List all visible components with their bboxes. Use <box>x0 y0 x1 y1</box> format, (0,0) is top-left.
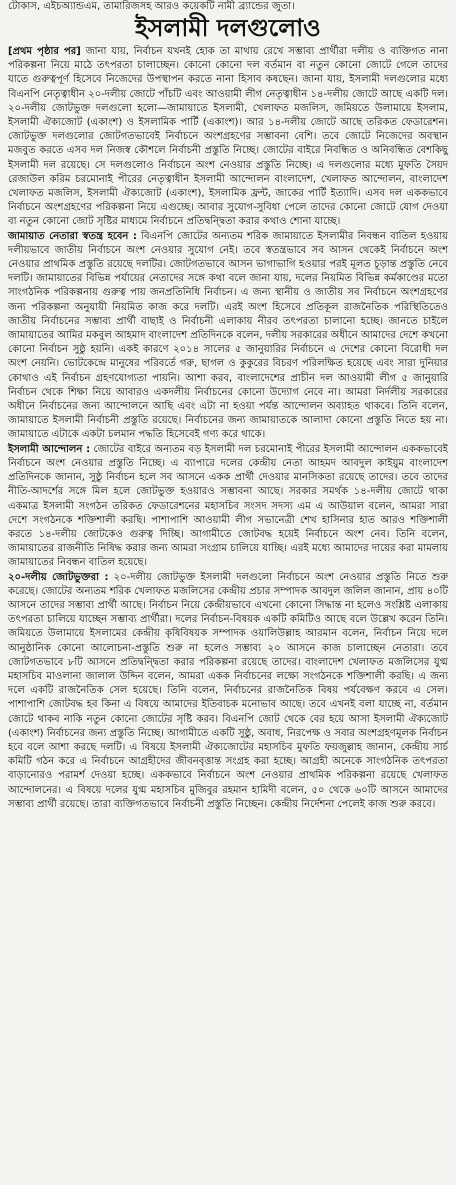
article-body <box>8 45 448 812</box>
article-headline: ইসলামী দলগুলোও <box>135 14 321 42</box>
previous-article-tail: টোকাস, এইচঅ্যান্ডএম, তামারিজসহ আরও কয়েকটি নামী ব্র্যান্ডের জুতা। <box>8 1 295 12</box>
article-paragraph <box>8 571 448 812</box>
article-paragraph <box>8 45 448 230</box>
paragraph-text: ২০-দলীয় জোটভুক্ত ইসলামী দলগুলো নির্বাচনে অংশ নেওয়ার প্রস্তুতি নিতে শুরু করেছে। জোটের অন্যতম শরিক খেলাফত মজলিসের কেন্দ্রীয় প্রচার সম্পাদক আবদুল জলিল জানান, প্রায় ৪০টি আসনে তাদের সম্ভাব্য প্রার্থী আছে। নির্বাচন নিয়ে কেন্দ্রীয়ভাবে এখনো কোনো সিদ্ধান্ত না হলেও সংশ্লিষ্ট এলাকায় তৎপরতা চালিয়ে যাচ্ছেন সম্ভাব্য প্রার্থীরা। দলের নির্বাচন-বিষয়ক একটি কমিটিও আছে বলে উল্লেখ করেন তিনি। জমিয়তে উলামায়ে ইসলামের কেন্দ্রীয় কৃষিবিষয়ক সম্পাদক ওয়ালিউল্লাহ আরমান বলেন, নির্বাচন নিয়ে দলে আনুষ্ঠানিক কোনো আলোচনা-প্রস্তুতি শুরু না হলেও সম্ভাব্য ২০ আসনে কাজ চালাচ্ছেন নেতারা। তবে জোটগতভাবে ৮টি আসনে প্রতিদ্বন্দ্বিতা করার পরিকল্পনা রয়েছে তাদের। বাংলাদেশ খেলাফত মজলিসের যুগ্ম মহাসচিব মাওলানা জালাল উদ্দিন বলেন, আমরা একক নির্বাচনের লক্ষ্যে সংগঠনকে শক্তিশালী করছি। এ জন্য দলে একটি রাজনৈতিক সেল হয়েছে। তিনি বলেন, নির্বাচনের রাজনৈতিক বিষয় পর্যবেক্ষণ করবে এ সেল। পাশাপাশি জোটবদ্ধ হব কিনা এ বিষয়ে আমাদের ইতিবাচক মনোভাব আছে। তবে এখনই বলা যাচ্ছে না, বর্তমান জোটে থাকব নাকি নতুন কোনো জোটের সৃষ্টি করব। বিএনপি জোট থেকে বের হয়ে আসা ইসলামী ঐক্যজোট (একাংশ) নির্বাচনের জন্য প্রস্তুতি নিচ্ছে। আগামীতে একটি সুষ্ঠু, অবাধ, নিরপেক্ষ ও সবার অংশগ্রহণমূলক নির্বাচন হবে বলে আশা করছে দলটি। এ বিষয়ে ইসলামী ঐক্যজোটের মহাসচিব মুফতি ফয়জুল্লাহ জানান, কেন্দ্রীয় সার্চ কমিটি গঠন করে এ নির্বাচনে আগ্রহীদের জীবনবৃত্তান্ত সংগ্রহ করা হচ্ছে। আগ্রহী অনেকে সাংগঠনিক তৎপরতা বাড়ানোরও পরামর্শ দেওয়া হচ্ছে। এককভাবে নির্বাচনে অংশ নেওয়ার প্রাথমিক পরিকল্পনা রয়েছে খেলাফত আন্দোলনের। এ বিষয়ে দলের যুগ্ম মহাসচিব মুজিবুর রহমান হামিদী বলেন, ৫০ থেকে ৬০টি আসনে আমাদের সম্ভাব্য প্রার্থী রয়েছে। তারা ব্যক্তিগতভাবে নির্বাচনী প্রস্তুতি নিচ্ছেন। কেন্দ্রীয় নির্দেশনা পেলেই কাজ শুরু করবে। <box>8 571 448 810</box>
article-paragraph <box>8 443 448 571</box>
paragraph-lead: ২০-দলীয় জোটভুক্তরা : <box>8 571 109 583</box>
paragraph-text: জানা যায়, নির্বাচন যখনই হোক তা মাথায় রেখে সম্ভাব্য প্রার্থীরা দলীয় ও ব্যক্তিগত নানা পরিকল্পনা নিয়ে মাঠে তৎপরতা চালাচ্ছেন। কোনো কোনো দল বর্তমান বা নতুন কোনো জোটে গেলে তাদের যাতে গুরুত্বপূর্ণ হিসেবে নিজেদের উপস্থাপন করতে নানা হিসাব কষছেন। জানা যায়, ইসলামী দলগুলোর মধ্যে বিএনপি নেতৃত্বাধীন ২০-দলীয় জোটে পাঁচটি এবং আওয়ামী লীগ নেতৃত্বাধীন ১৪-দলীয় জোটে আছে একটি দল। ২০-দলীয় জোটভুক্ত দলগুলো হলো—জামায়াতে ইসলামী, খেলাফত মজলিস, জমিয়তে উলামায়ে ইসলাম, ইসলামী ঐক্যজোট (একাংশ) ও ইসলামিক পার্টি (একাংশ)। আর ১৪-দলীয় জোটে আছে তরিকত ফেডারেশন। জোটভুক্ত দলগুলোর জোটগতভাবেই নির্বাচনে অংশগ্রহণের সম্ভাবনা বেশি। তবে জোটে নিজেদের অবস্থান মজবুত করতে এসব দল নিজস্ব কৌশলে নির্বাচনী প্রস্তুতি নিচ্ছে। জোটের বাইরে নিবন্ধিত ও অনিবন্ধিত বেশকিছু ইসলামী দল রয়েছে। সে দলগুলোও নির্বাচনে অংশ নেওয়ার প্রস্তুতি নিচ্ছে। এ দলগুলোর মধ্যে মুফতি সৈয়দ রেজাউল করিম চরমোনাই পীরের নেতৃত্বাধীন ইসলামী আন্দোলন বাংলাদেশ, খেলাফত আন্দোলন, বাংলাদেশ খেলাফত মজলিস, ইসলামী ঐক্যজোট (একাংশ), ইসলামিক ফ্রন্ট, জাকের পার্টি ইত্যাদি। এসব দল এককভাবে নির্বাচনে অংশগ্রহণের পরিকল্পনা নিয়ে এগুচ্ছে। আবার সুযোগ-সুবিধা পেলে তাদের কোনো জোটে যোগ দেওয়া বা নতুন কোনো জোট সৃষ্টির মাধ্যমে নির্বাচনে প্রতিদ্বন্দ্বিতা করার কথাও শোনা যাচ্ছে। <box>8 46 448 228</box>
paragraph-lead: [প্রথম পৃষ্ঠার পর] <box>8 46 81 57</box>
paragraph-lead: ইসলামী আন্দোলন : <box>8 443 91 455</box>
paragraph-text: জোটের বাইরে অন্যতম বড় ইসলামী দল চরমোনাই পীরের ইসলামী আন্দোলন এককভাবেই নির্বাচনে অংশ নেওয়ার প্রস্তুতি নিচ্ছে। এ ব্যাপারে দলের কেন্দ্রীয় নেতা আহমদ আবদুল কাইয়ুম বাংলাদেশ প্রতিদিনকে জানান, সুষ্ঠু নির্বাচন হলে সব আসনে একক প্রার্থী দেওয়ার মানসিকতা রয়েছে তাদের। তবে তাদের নীতি-আদর্শের সঙ্গে মিল হলে জোটভুক্ত হওয়ারও সম্ভাবনা আছে। সরকার সমর্থক ১৪-দলীয় জোটে থাকা একমাত্র ইসলামী সংগঠন তরিকত ফেডারেশনের মহাসচিব সংসদ সদস্য এম এ আউয়াল বলেন, আমরা সারা দেশে সংগঠনকে শক্তিশালী করছি। পাশাপাশি আওয়ামী লীগ সভানেত্রী শেখ হাসিনার হাত আরও শক্তিশালী করতে ১৪-দলীয় জোটকেও গুরুত্ব দিচ্ছি। আগামীতে জোটবদ্ধ হয়েই নির্বাচনে অংশ নেব। তিনি বলেন, জামায়াতের রাজনীতি নিষিদ্ধ করার জন্য আমরা সংগ্রাম চালিয়ে যাচ্ছি। এরই মধ্যে আমাদের দায়ের করা মামলায় জামায়াতের নিবন্ধন বাতিল হয়েছে। <box>8 443 449 569</box>
article-paragraph <box>8 230 448 443</box>
paragraph-text: বিএনপি জোটের অন্যতম শরিক জামায়াতে ইসলামীর নিবন্ধন বাতিল হওয়ায় দলীয়ভাবে জাতীয় নির্বাচনে অংশ নেওয়ার সুযোগ নেই। তবে স্বতন্ত্রভাবে সব আসন থেকেই নির্বাচনে অংশ নেওয়ার প্রাথমিক প্রস্তুতি রয়েছে দলটির। জোটগতভাবে আসন ভাগাভাগি হওয়ার পরই মূলত চূড়ান্ত প্রস্তুতি নেবে দলটি। জামায়াতের বিভিন্ন পর্যায়ের নেতাদের সঙ্গে কথা বলে জানা যায়, দলের নিয়মিত বিভিন্ন কর্মকাণ্ডের মতো সাংগঠনিক পরিকল্পনায় গুরুত্ব পায় জনপ্রতিনিধি নির্বাচন। এ জন্য স্থানীয় ও জাতীয় সব নির্বাচনে অংশগ্রহণের জন্য পরিকল্পনা অনুযায়ী নিয়মিত কাজ করে দলটি। এরই অংশ হিসেবে প্রতিকূল রাজনৈতিক পরিস্থিতিতেও জাতীয় নির্বাচনের সম্ভাব্য প্রার্থী বাছাই ও নির্বাচনী এলাকায় নীরব তৎপরতা চালানো হচ্ছে। জানতে চাইলে জামায়াতের আমির মকবুল আহমাদ বাংলাদেশ প্রতিদিনকে বলেন, দলীয় সরকারের অধীনে আমাদের দেশে কখনো কোনো নির্বাচন সুষ্ঠু হয়নি। একই কারণে ২০১৪ সালের ৫ জানুয়ারির নির্বাচনে এ দেশের কোনো বিরোধী দল অংশ নেয়নি। ভোটকেন্দ্রে মানুষের পরিবর্তে গরু, ছাগল ও কুকুরের বিচরণ পরিলক্ষিত হয়েছে এবং সারা দুনিয়ার কোথাও এই নির্বাচন গ্রহণযোগ্যতা পায়নি। আশা করব, বাংলাদেশের প্রাচীন দল আওয়ামী লীগ ৫ জানুয়ারি নির্বাচন থেকে শিক্ষা নিয়ে আবারও একদলীয় নির্বাচনের কোনো উদ্যোগ নেবে না। আমরা নির্দলীয় সরকারের অধীনে নির্বাচনের জন্য আন্দোলনে আছি এবং এটা না হওয়া পর্যন্ত আন্দোলন অব্যাহত থাকবে। তিনি বলেন, জামায়াতে ইসলামী নির্বাচনী প্রস্তুতি রয়েছে। নির্বাচনের জন্য জামায়াতকে আলাদা কোনো প্রস্তুতি নিতে হয় না। জামায়াতে এটাকে একটা চলমান পদ্ধতি হিসেবেই গণ্য করে থাকে। <box>8 230 448 441</box>
paragraph-lead: জামায়াত নেতারা স্বতন্ত্র হবেন : <box>8 230 137 242</box>
